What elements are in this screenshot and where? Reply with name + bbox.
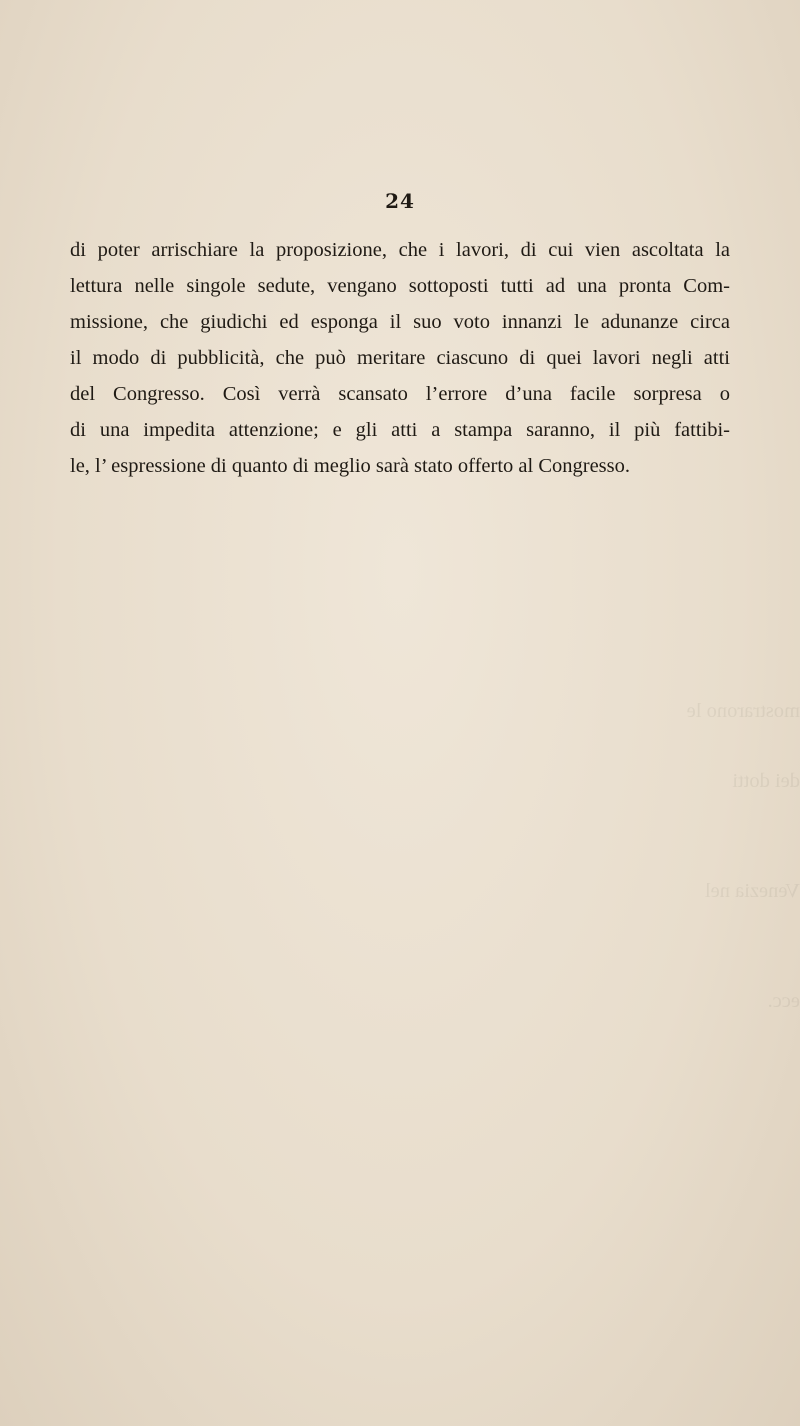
bleed-through-text: Venezia nel bbox=[704, 880, 800, 902]
bleed-through-text: mostrarono le bbox=[686, 700, 800, 722]
bleed-through-text: ecc. bbox=[767, 990, 800, 1012]
bleed-through-text: dei dotti bbox=[732, 770, 800, 792]
text-line: lettura nelle singole sedute, vengano sottoposti tutti ad una pronta Com- bbox=[70, 275, 730, 297]
text-line: le, l’ espressione di quanto di meglio sarà stato offerto al Congresso. bbox=[70, 455, 631, 477]
text-line: missione, che giudichi ed esponga il suo voto innanzi le adunanze circa bbox=[70, 311, 730, 333]
text-line: di una impedita attenzione; e gli atti a stampa saranno, il più fattibi- bbox=[70, 419, 730, 441]
text-line: del Congresso. Così verrà scansato l’errore d’una facile sorpresa o bbox=[70, 383, 730, 405]
text-line: di poter arrischiare la proposizione, che i lavori, di cui vien ascoltata la bbox=[70, 239, 730, 261]
body-paragraph bbox=[70, 232, 730, 484]
page-number: 24 bbox=[385, 189, 415, 213]
text-line: il modo di pubblicità, che può meritare ciascuno di quei lavori negli atti bbox=[70, 347, 730, 369]
